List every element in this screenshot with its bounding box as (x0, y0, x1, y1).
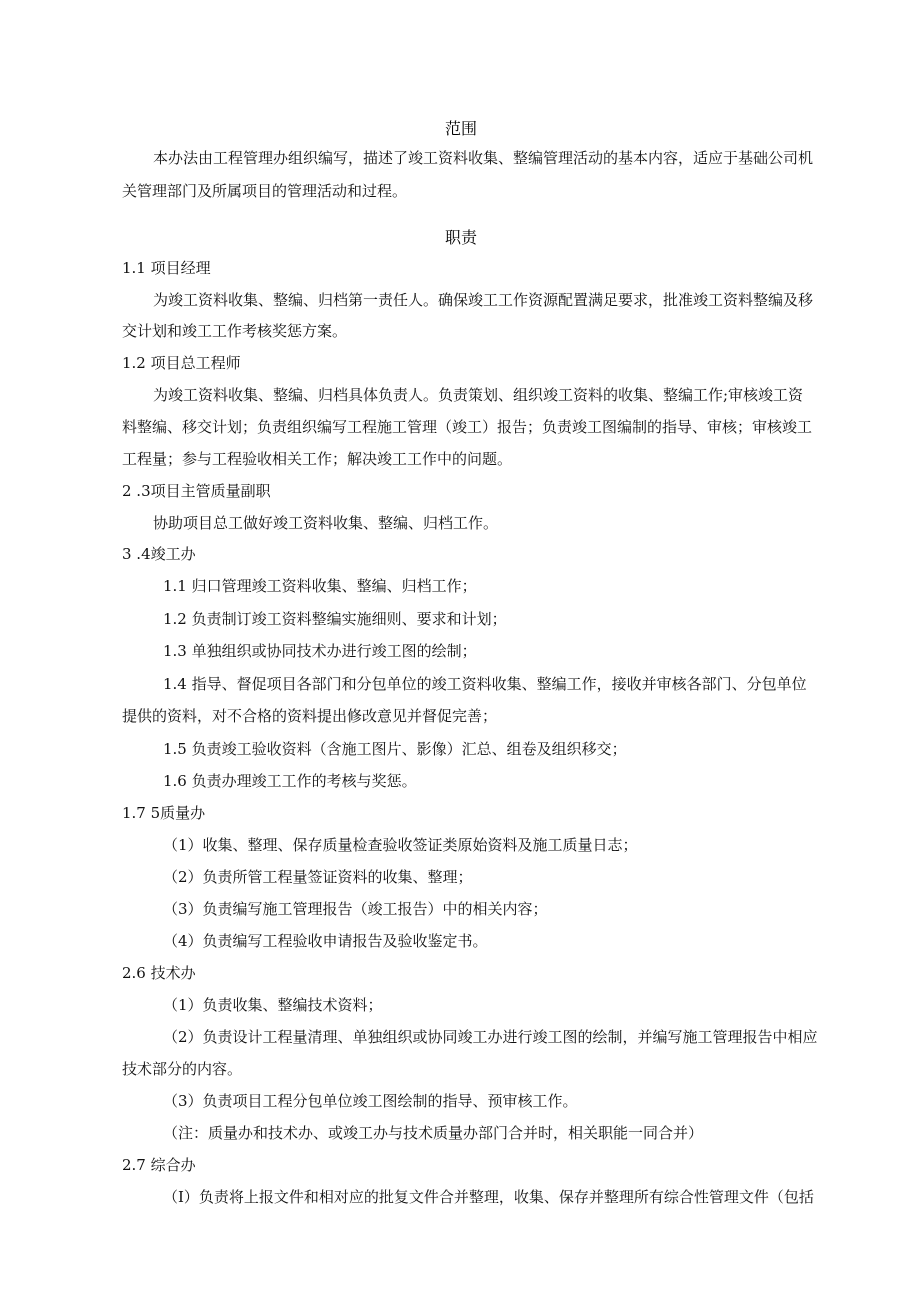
list-item: （3）负责项目工程分包单位竣工图绘制的指导、预审核工作。 (163, 1092, 578, 1110)
scope-paragraph-line: 本办法由工程管理办组织编写，描述了竣工资料收集、整编管理活动的基本内容，适应于基础公司机 (153, 149, 814, 167)
paragraph-line: 交计划和竣工工作考核奖惩方案。 (122, 322, 348, 340)
list-item: （1）负责收集、整编技术资料； (163, 996, 383, 1014)
scope-paragraph-line: 关管理部门及所属项目的管理活动和过程。 (122, 182, 408, 200)
section-label-quality-deputy: 2 .3项目主管质量副职 (122, 482, 271, 500)
section-label-general-office: 2.7 综合办 (122, 1156, 196, 1174)
list-item: 1.3 单独组织或协同技术办进行竣工图的绘制； (163, 642, 477, 660)
section-label-chief-engineer: 1.2 项目总工程师 (122, 354, 241, 372)
list-item: 1.4 指导、督促项目各部门和分包单位的竣工资料收集、整编工作，接收并审核各部门、分包单位 (163, 675, 807, 693)
list-item: 1.5 负责竣工验收资料（含施工图片、影像）汇总、组卷及组织移交； (163, 740, 627, 758)
list-item-continuation: 提供的资料，对不合格的资料提出修改意见并督促完善； (122, 707, 498, 725)
list-item: （2）负责所管工程量签证资料的收集、整理； (163, 868, 473, 886)
paragraph-line: 料整编、移交计划；负责组织编写工程施工管理（竣工）报告；负责竣工图编制的指导、审核；审核竣工 (122, 418, 813, 436)
section-label-completion-office: 3 .4竣工办 (122, 545, 196, 563)
list-item: （2）负责设计工程量清理、单独组织或协同竣工办进行竣工图的绘制，并编写施工管理报告中相应 (163, 1028, 818, 1046)
paragraph-line: 协助项目总工做好竣工资料收集、整编、归档工作。 (153, 514, 499, 532)
list-item: 1.6 负责办理竣工工作的考核与奖惩。 (163, 772, 417, 790)
scope-heading: 范围 (445, 119, 478, 138)
list-item: 1.1 归口管理竣工资料收集、整编、归档工作； (163, 577, 477, 595)
list-item: （1）收集、整理、保存质量检查验收签证类原始资料及施工质量日志； (163, 836, 638, 854)
section-label-quality-office: 1.7 5质量办 (122, 804, 206, 822)
list-item: （I）负责将上报文件和相对应的批复文件合并整理，收集、保存并整理所有综合性管理文件（包括 (163, 1188, 814, 1206)
section-label-tech-office: 2.6 技术办 (122, 964, 196, 982)
list-item-continuation: 技术部分的内容。 (122, 1060, 243, 1078)
paragraph-line: 为竣工资料收集、整编、归档具体负责人。负责策划、组织竣工资料的收集、整编工作;审核竣工资 (153, 386, 804, 404)
list-item: 1.2 负责制订竣工资料整编实施细则、要求和计划； (163, 610, 507, 628)
section-label-project-manager: 1.1 项目经理 (122, 259, 211, 277)
duties-heading: 职责 (445, 228, 478, 247)
paragraph-line: 为竣工资料收集、整编、归档第一责任人。确保竣工工作资源配置满足要求，批准竣工资料整编及移 (153, 291, 814, 309)
paragraph-line: 工程量；参与工程验收相关工作；解决竣工工作中的问题。 (122, 450, 513, 468)
list-item: （4）负责编写工程验收申请报告及验收鉴定书。 (163, 932, 488, 950)
list-item: （3）负责编写施工管理报告（竣工报告）中的相关内容； (163, 900, 548, 918)
note-text: （注：质量办和技术办、或竣工办与技术质量办部门合并时，相关职能一同合并） (163, 1124, 704, 1142)
